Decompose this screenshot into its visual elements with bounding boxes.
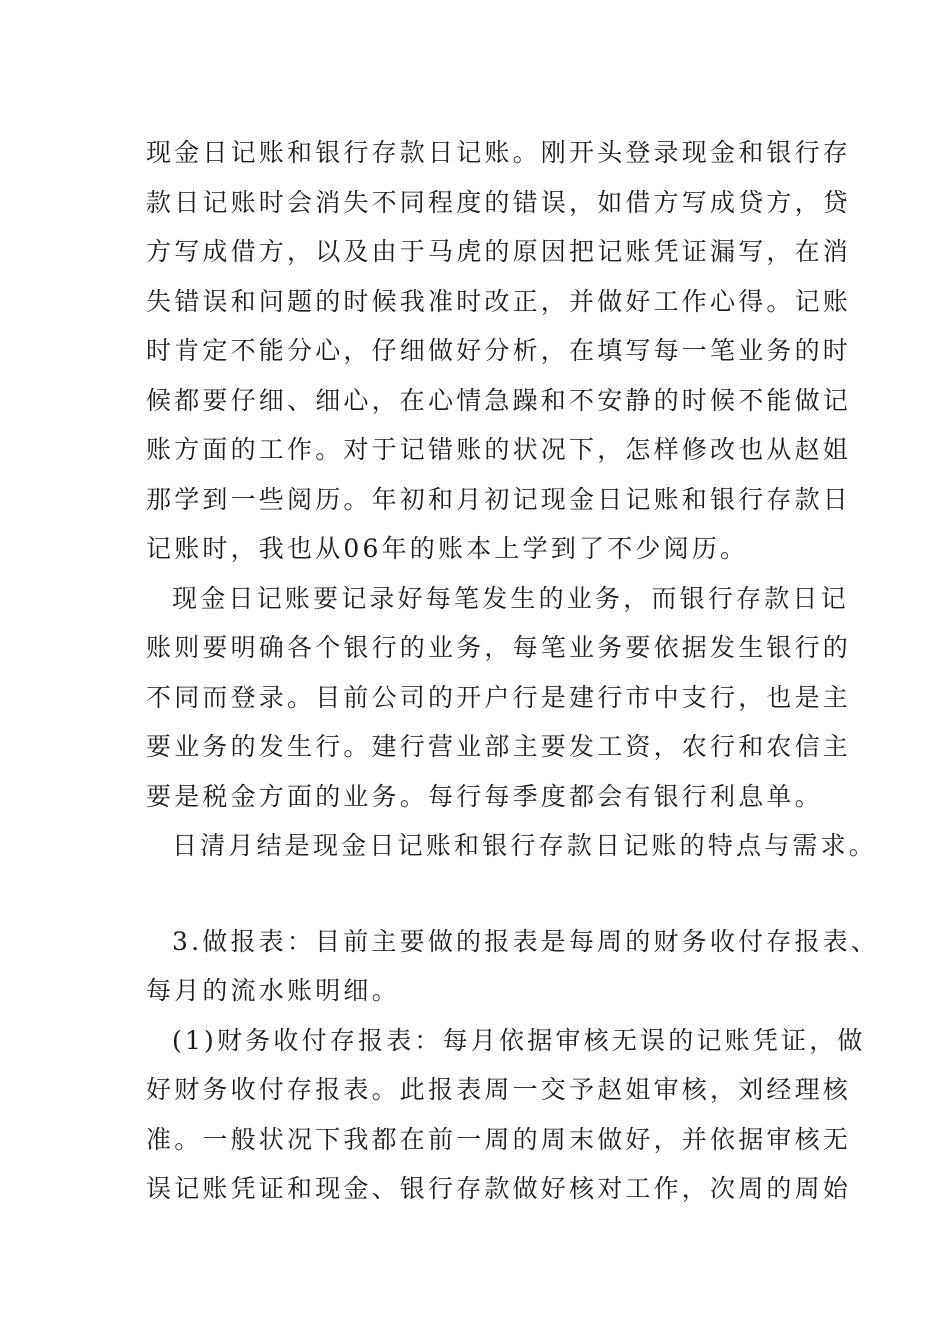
text-line: 时肯定不能分心，仔细做好分析，在填写每一笔业务的时: [146, 336, 852, 365]
text-line: 3.做报表：目前主要做的报表是每周的财务收付存报表、: [172, 926, 880, 956]
paragraph-bank-journal: [146, 574, 852, 822]
text-line: 要是税金方面的业务。每行每季度都会有银行利息单。: [146, 781, 823, 811]
document-body: [146, 128, 880, 1214]
text-line: 日清月结是现金日记账和银行存款日记账的特点与需求。: [172, 831, 878, 860]
paragraph-financial-report: [146, 1016, 866, 1214]
text-line: (1)财务收付存报表：每月依据审核无误的记账凭证，做: [172, 1025, 866, 1055]
text-line: 记账时，我也从06年的账本上学到了不少阅历。: [146, 534, 749, 563]
paragraph-reports-heading: [146, 917, 880, 1016]
paragraph-daily-settlement: [146, 821, 878, 871]
paragraph-cash-journal-errors: [146, 128, 852, 574]
text-line: 失错误和问题的时候我准时改正，并做好工作心得。记账: [146, 286, 852, 316]
text-line: 每月的流水账明细。: [146, 976, 400, 1005]
text-line: 误记账凭证和现金、银行存款做好核对工作，次周的周始: [146, 1174, 852, 1203]
text-line: 好财务收付存报表。此报表周一交予赵姐审核，刘经理核: [146, 1075, 852, 1104]
text-line: 方写成借方，以及由于马虎的原因把记账凭证漏写，在消: [146, 237, 852, 266]
text-line: 现金日记账要记录好每笔发生的业务，而银行存款日记: [172, 583, 849, 613]
text-line: 账则要明确各个银行的业务，每笔业务要依据发生银行的: [146, 633, 852, 662]
text-line: 要业务的发生行。建行营业部主要发工资，农行和农信主: [146, 732, 852, 761]
text-line: 现金日记账和银行存款日记账。刚开头登录现金和银行存: [146, 138, 852, 167]
text-line: 候都要仔细、细心，在心情急躁和不安静的时候不能做记: [146, 385, 852, 415]
text-line: 款日记账时会消失不同程度的错误，如借方写成贷方，贷: [146, 187, 852, 217]
text-line: 准。一般状况下我都在前一周的周末做好，并依据审核无: [146, 1124, 852, 1154]
text-line: 账方面的工作。对于记错账的状况下，怎样修改也从赵姐: [146, 435, 852, 464]
text-line: 那学到一些阅历。年初和月初记现金日记账和银行存款日: [146, 484, 852, 514]
paragraph-spacer: [146, 871, 826, 917]
text-line: 不同而登录。目前公司的开户行是建行市中支行，也是主: [146, 682, 852, 712]
